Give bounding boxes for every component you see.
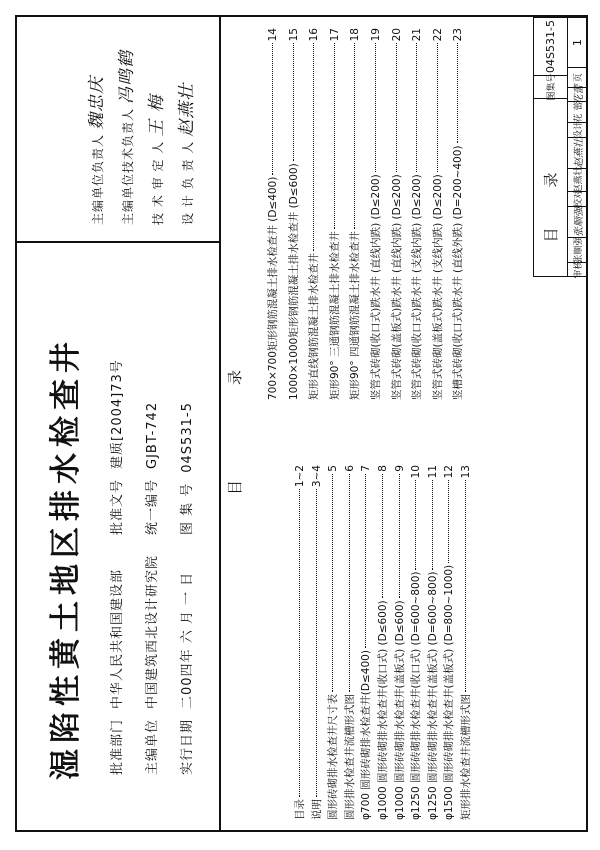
toc-entry (325, 28, 346, 400)
toc-left (292, 465, 475, 820)
checker: 赵燕壮 (568, 168, 587, 191)
dot-leader (382, 474, 383, 599)
value: 中国建筑西北设计研究院 (145, 554, 160, 709)
designer-signature: 花蕾 (568, 87, 587, 101)
toc-entry-page: 20 (390, 28, 403, 42)
toc-right (263, 28, 469, 400)
title-block-title: 目录 (534, 98, 567, 276)
value: 建质[2004]73号 (110, 359, 125, 469)
toc-entry-label: φ1500 圆形砖砌排水检查井(盖板式) (D=800~1000) (443, 564, 456, 820)
dot-leader (272, 43, 273, 174)
toc-entry-label: 竖槽式砖砌(收口式)跌水井 (直线外跌) (D=200~400) (452, 145, 465, 400)
toc-entry-page: 13 (459, 465, 472, 479)
toc-entry (458, 465, 475, 820)
role: 主编单位技术负责人 (121, 107, 135, 225)
atlas-no (176, 402, 195, 535)
toc-entry (407, 28, 428, 400)
toc-entry-page: 10 (410, 465, 423, 479)
dot-leader (375, 43, 376, 172)
toc-entry-page: 7 (360, 465, 373, 472)
toc-entry (375, 465, 392, 820)
toc-entry-label: 目录 (294, 799, 306, 820)
toc-entry-page: 17 (328, 28, 341, 42)
toc-entry-label: 说明 (310, 799, 323, 820)
toc-entry-page: 3~4 (310, 465, 323, 488)
reviewer: 张顺强 (568, 237, 587, 262)
toc-entry-page: 22 (431, 28, 444, 42)
toc-entry-label: 竖管式砖砌(收口式)跌水井 (直线内跌) (D≤200) (369, 174, 382, 400)
toc-entry-label: 矩形直线钢筋混凝土排水检查井 (308, 253, 321, 400)
toc-entry (263, 28, 284, 400)
toc-entry (342, 465, 359, 820)
check-label: 校对 (568, 191, 587, 206)
signature-row (172, 83, 197, 225)
divider (219, 15, 221, 832)
toc-entry-page: 5 (327, 465, 340, 472)
value: 04S531-5 (180, 402, 195, 473)
toc-entry-page: 14 (267, 28, 279, 42)
document-title: 湿陷性黄土地区排水检查井 (48, 336, 84, 780)
toc-entry-label: 竖管式砖砌(收口式)跌水井 (支线内跌) (D≤200) (411, 174, 424, 400)
dot-leader (432, 480, 433, 569)
toc-entry (309, 465, 326, 820)
toc-entry (408, 465, 425, 820)
signature: 魏忠庆 (87, 75, 107, 130)
dot-leader (334, 43, 335, 229)
atlas-label: 图集号 (534, 75, 567, 98)
toc-entry-page: 21 (411, 28, 424, 42)
dot-leader (365, 474, 366, 648)
signature-row (82, 76, 107, 225)
divider (15, 241, 220, 243)
role: 主编单位负责人 (91, 133, 105, 225)
toc-entry-label: 圆形排水检查井流槽形式图 (343, 694, 356, 820)
design-label: 设计 (568, 122, 587, 137)
label: 批准文号 (110, 478, 125, 535)
toc-entry (304, 28, 325, 400)
label: 实行日期 (180, 718, 195, 775)
toc-entry-page: 16 (308, 28, 321, 42)
toc-entry-page: 6 (343, 465, 356, 472)
dot-leader (399, 474, 400, 599)
toc-entry-page: 9 (393, 465, 406, 472)
review-label: 审核 (568, 262, 587, 276)
toc-heading: 录 (226, 369, 244, 385)
page-number: 1 (568, 17, 587, 67)
toc-entry-page: 8 (376, 465, 389, 472)
editor (141, 555, 160, 775)
toc-entry-label: φ1250 圆形砖砌排水检查井(收口式) (D=600~800) (410, 571, 423, 820)
toc-entry (441, 465, 458, 820)
signature: 王 梅 (147, 94, 167, 137)
signature-row (112, 50, 137, 225)
toc-entry-label: 矩形排水检查井流槽形式图 (459, 694, 472, 820)
toc-entry-label: φ1000 圆形砖砌排水检查井(盖板式) (D≤600) (393, 600, 406, 820)
toc-entry-label: φ1250 圆形砖砌排水检查井(盖板式) (D=600~800) (426, 571, 439, 820)
role: 技 术 审 定 人 (151, 140, 165, 225)
dot-leader (293, 43, 294, 161)
label: 主编单位 (145, 718, 160, 775)
dot-leader (332, 474, 333, 692)
page-label: 页 (568, 67, 587, 87)
dot-leader (448, 480, 449, 562)
toc-entry-label: 圆形砖砌排水检查井尺寸表 (327, 694, 340, 820)
value: GJBT-742 (145, 401, 160, 469)
toc-entry (392, 465, 409, 820)
toc-entry (366, 28, 387, 400)
toc-entry-label: 矩形90° 三通钢筋混凝土排水检查井 (328, 231, 341, 400)
dot-leader (396, 43, 397, 172)
signature-row (142, 94, 167, 225)
toc-entry-page: 19 (369, 28, 382, 42)
toc-heading: 目 (226, 479, 244, 495)
toc-entry-page: 23 (452, 28, 465, 42)
approve-doc (106, 359, 125, 535)
toc-entry-page: 18 (349, 28, 362, 42)
toc-entry-label: φ700 圆形砖砌排水检查井(D≤400) (360, 650, 373, 820)
dot-leader (316, 489, 317, 797)
dot-leader (349, 474, 350, 692)
toc-entry-page: 15 (287, 28, 300, 42)
title-block (533, 17, 587, 277)
signature: 冯鸣鹤 (117, 49, 137, 104)
toc-entry (387, 28, 408, 400)
toc-entry (325, 465, 342, 820)
dot-leader (415, 480, 416, 569)
toc-entry (345, 28, 366, 400)
dot-leader (457, 43, 458, 143)
dot-leader (416, 43, 417, 172)
toc-entry-page: 1~2 (294, 465, 306, 488)
toc-entry (292, 465, 309, 820)
dot-leader (465, 480, 466, 692)
toc-entry-label: 1000×1000矩形钢筋混凝土排水检查井 (D≤600) (287, 163, 300, 400)
label: 图 集 号 (180, 482, 195, 535)
toc-entry (425, 465, 442, 820)
dot-leader (437, 43, 438, 172)
toc-entry-label: 竖管式砖砌(盖板式)跌水井 (直线内跌) (D≤200) (390, 174, 403, 400)
unified-no (141, 402, 160, 535)
toc-entry-label: 700×700矩形钢筋混凝土排水检查井 (D≤400) (267, 176, 279, 400)
toc-entry-page: 11 (426, 465, 439, 479)
effective-date (176, 572, 195, 775)
checker-signature: 赵燕壮 (568, 137, 587, 168)
toc-entry-page: 12 (443, 465, 456, 479)
role: 设 计 负 责 人 (181, 140, 195, 225)
toc-entry (428, 28, 449, 400)
approve-dept (106, 569, 125, 775)
atlas-number: 04S531-5 (534, 17, 567, 75)
dot-leader (299, 489, 300, 797)
toc-entry (358, 465, 375, 820)
dot-leader (313, 43, 314, 251)
toc-entry (284, 28, 305, 400)
label: 统一编号 (145, 478, 160, 535)
label: 批准部门 (110, 718, 125, 775)
value: 中华人民共和国建设部 (110, 568, 125, 709)
signature: 赵燕壮 (177, 82, 197, 137)
toc-entry-label: 竖管式砖砌(盖板式)跌水井 (支线内跌) (D≤200) (431, 174, 444, 400)
reviewer-signature: 张顺强 (568, 206, 587, 237)
dot-leader (354, 43, 355, 229)
toc-entry-label: 矩形90° 四通钢筋混凝土排水检查井 (349, 231, 362, 400)
toc-entry-label: φ1000 圆形砖砌排水检查井(收口式) (D≤600) (376, 600, 389, 820)
value: 二00四年 六 月 一 日 (180, 571, 195, 709)
designer: 花 蕾 (568, 101, 587, 122)
toc-entry (448, 28, 469, 400)
